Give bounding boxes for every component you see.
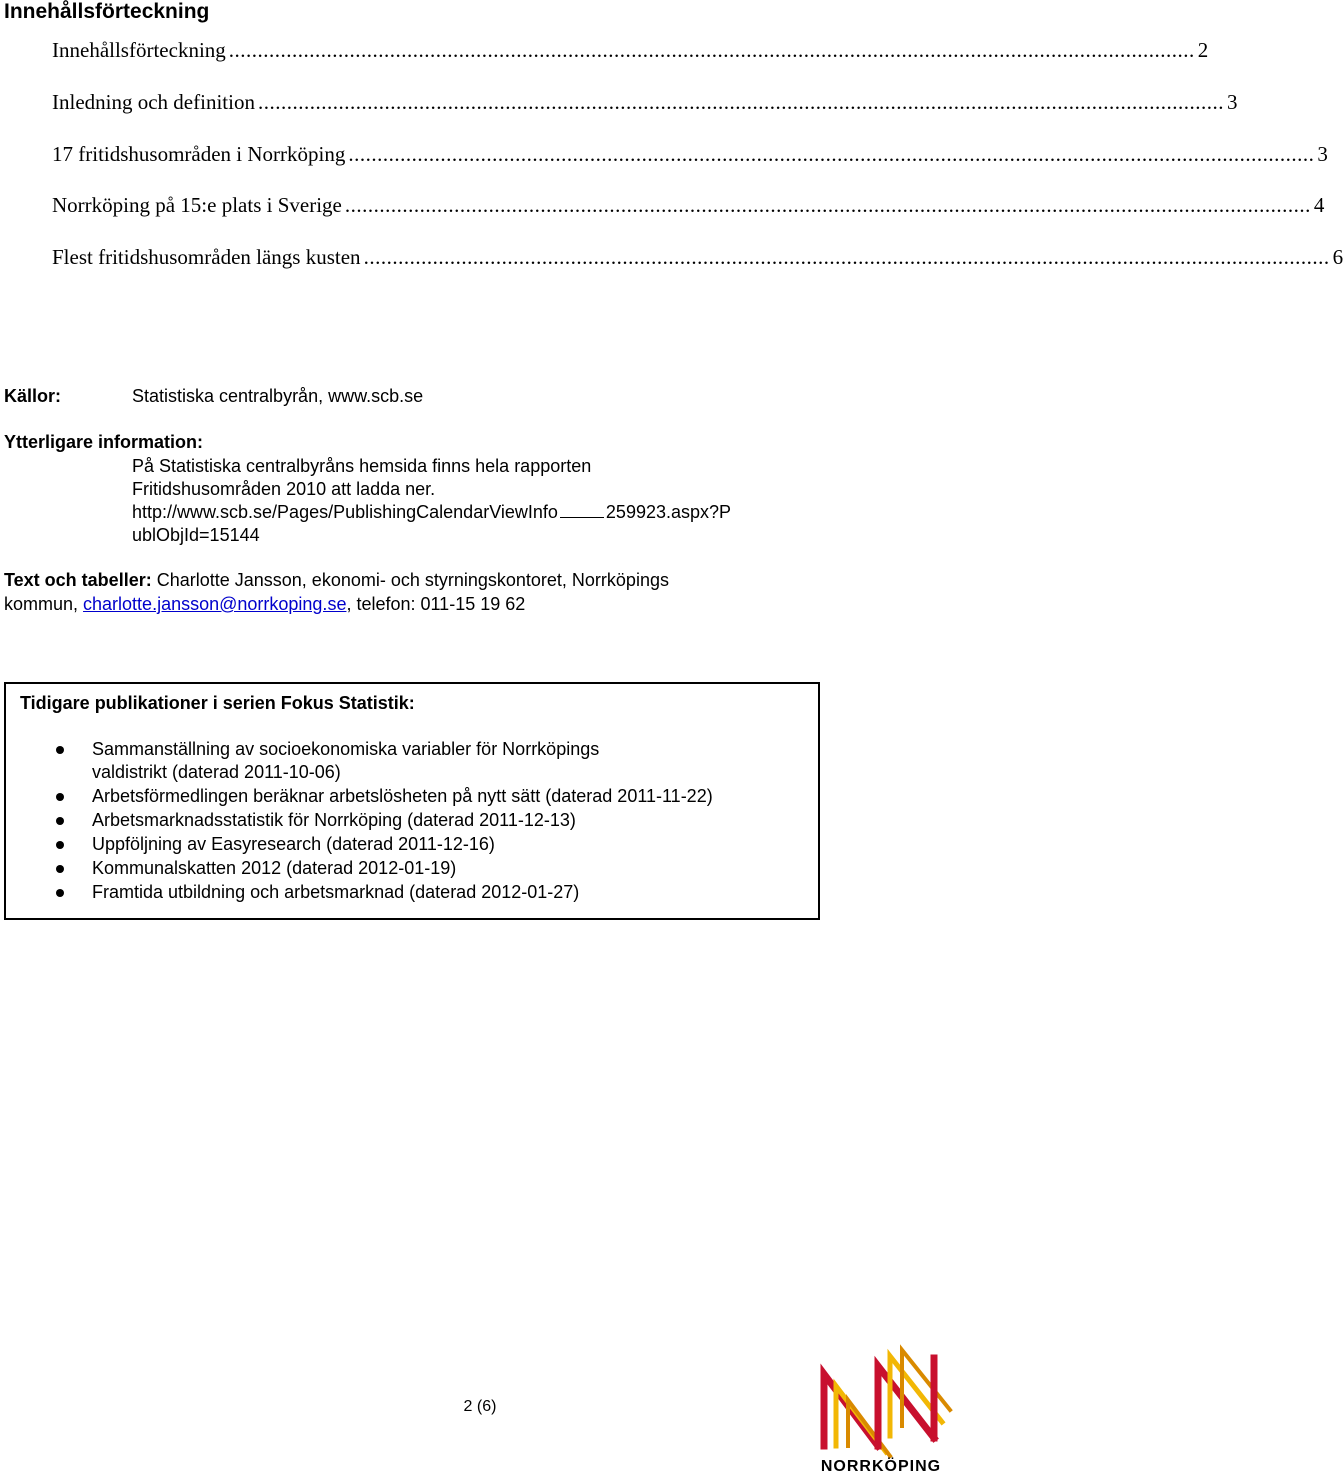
toc-entry-page: 2 — [1197, 38, 1209, 62]
norrkoping-logo — [806, 1346, 956, 1478]
logo-mark-icon — [806, 1346, 956, 1456]
report-url[interactable] — [132, 502, 731, 523]
publications-box — [4, 682, 820, 920]
toc-entry-page: 6 — [1332, 245, 1343, 269]
credits-phone: , telefon: 011-15 19 62 — [346, 594, 526, 614]
toc-leader-dots: ........................................................................................................................................................................ — [344, 193, 1311, 217]
toc-entry[interactable] — [52, 38, 1209, 68]
publication-text: Arbetsmarknadsstatistik för Norrköping (daterad 2011-12-13) — [92, 810, 576, 830]
toc-entry-title: Innehållsförteckning — [52, 38, 226, 62]
report-url-continuation[interactable]: ublObjId=15144 — [132, 525, 260, 545]
toc-entry-title: Norrköping på 15:e plats i Sverige — [52, 193, 342, 217]
toc-leader-dots: ........................................................................................................................................................................ — [257, 90, 1224, 114]
url-underscore-gap — [560, 503, 604, 518]
publications-heading: Tidigare publikationer i serien Fokus Statistik: — [20, 693, 415, 713]
toc-entry-page: 3 — [1317, 142, 1328, 166]
credits-text: Charlotte Jansson, ekonomi- och styrningskontoret, Norrköpings — [156, 570, 669, 590]
toc-entry[interactable] — [52, 245, 1343, 275]
toc-entry-title: Inledning och definition — [52, 90, 255, 114]
publication-line: valdistrikt (daterad 2011-10-06) — [92, 762, 341, 782]
credits-prefix: kommun, — [4, 594, 84, 614]
bullet-icon — [56, 817, 64, 825]
publication-text: Arbetsförmedlingen beräknar arbetslösheten på nytt sätt (daterad 2011-11-22) — [92, 786, 713, 806]
report-url-part2: 259923.aspx?P — [605, 502, 732, 522]
bullet-icon — [56, 841, 64, 849]
toc-entry[interactable] — [52, 193, 1325, 223]
toc-leader-dots: ........................................................................................................................................................................ — [363, 245, 1330, 269]
bullet-icon — [56, 746, 64, 754]
sources-label: Källor: — [4, 386, 62, 406]
toc-leader-dots: ........................................................................................................................................................................ — [228, 38, 1195, 62]
publication-text — [92, 738, 599, 784]
publication-text: Uppföljning av Easyresearch (daterad 2011-12-16) — [92, 834, 495, 854]
toc-entry[interactable] — [52, 90, 1238, 120]
publication-line: Sammanställning av socioekonomiska variabler för Norrköpings — [92, 739, 600, 759]
sources-text: Statistiska centralbyrån, www.scb.se — [132, 386, 424, 406]
logo-wordmark: NORRKÖPING — [820, 1458, 942, 1475]
toc-heading: Innehållsförteckning — [4, 0, 210, 23]
email-link[interactable]: charlotte.jansson@norrkoping.se — [83, 594, 347, 614]
more-info-line2: Fritidshusområden 2010 att ladda ner. — [132, 479, 436, 499]
toc-entry-page: 3 — [1226, 90, 1238, 114]
page-number: 2 (6) — [463, 1398, 497, 1415]
credits-line2 — [4, 594, 525, 615]
bullet-icon — [56, 793, 64, 801]
more-info-line1: På Statistiska centralbyråns hemsida finns hela rapporten — [132, 456, 592, 476]
report-url-part1: http://www.scb.se/Pages/PublishingCalendarViewInfo — [132, 502, 558, 522]
toc-entry-page: 4 — [1313, 193, 1325, 217]
bullet-icon — [56, 889, 64, 897]
toc-entry[interactable] — [52, 142, 1328, 172]
more-info-label: Ytterligare information: — [4, 432, 204, 452]
bullet-icon — [56, 865, 64, 873]
toc-entry-title: Flest fritidshusområden längs kusten — [52, 245, 361, 269]
credits-line1 — [4, 570, 669, 591]
toc-entry-title: 17 fritidshusområden i Norrköping — [52, 142, 346, 166]
credits-label: Text och tabeller: — [4, 570, 152, 590]
publication-text: Framtida utbildning och arbetsmarknad (daterad 2012-01-27) — [92, 882, 580, 902]
toc-leader-dots: ........................................................................................................................................................................ — [348, 142, 1315, 166]
publication-text: Kommunalskatten 2012 (daterad 2012-01-19) — [92, 858, 457, 878]
